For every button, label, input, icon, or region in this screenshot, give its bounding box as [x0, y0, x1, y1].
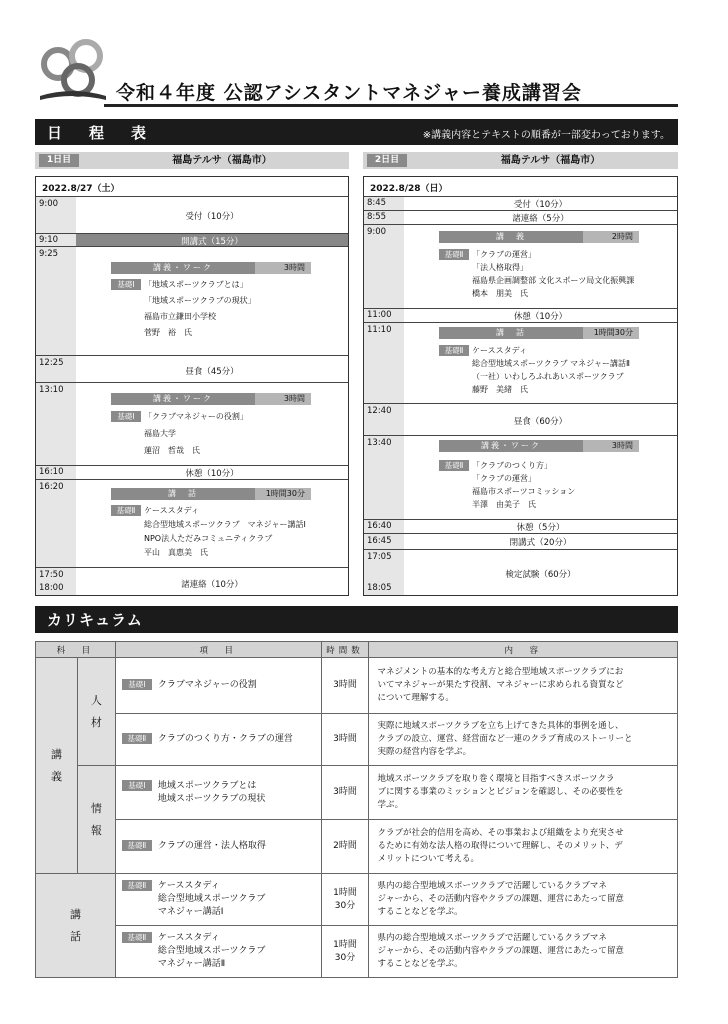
row-time: 13:10 [39, 385, 64, 395]
kiso-badge: 基礎Ⅰ [111, 279, 141, 290]
row-time: 12:25 [39, 358, 64, 368]
session-length: 1時間30分 [265, 489, 305, 498]
row-time: 17:50 [39, 570, 64, 580]
row-time: 12:40 [367, 406, 392, 416]
column-header: 内 容 [369, 642, 678, 658]
session-type: 講 義 [439, 231, 583, 243]
row-time-end: 18:05 [367, 583, 392, 593]
item-cell: 基礎Ⅱ クラブのつくり方・クラブの運営 [115, 714, 321, 766]
row-label: 閉講式（20分） [509, 538, 572, 548]
session-line: NPO法人ただみコミュニティクラブ [144, 534, 273, 543]
session-type: 講義・ワーク [111, 393, 255, 405]
category-lecture: 講 義 [36, 658, 78, 874]
session-line: 「法人格取得」 [472, 263, 528, 272]
session-bar [111, 262, 311, 274]
session-line: 福島市立鎌田小学校 [144, 312, 216, 321]
day2-date: 2022.8/28（日） [370, 184, 448, 194]
schedule-heading-bar [35, 119, 678, 145]
schedule-row [364, 435, 677, 519]
row-time: 9:00 [39, 199, 59, 209]
schedule-row [36, 196, 348, 233]
row-time: 11:00 [367, 310, 392, 320]
column-header: 時間数 [321, 642, 369, 658]
row-time: 16:10 [39, 467, 64, 477]
schedule-heading: 日 程 表 [47, 124, 153, 142]
hours-cell: 2時間 [321, 820, 369, 874]
day1-schedule [35, 176, 349, 596]
page-title: 令和４年度 公認アシスタントマネジャー養成講習会 [116, 82, 582, 104]
kiso-badge: 基礎Ⅰ [111, 411, 141, 422]
kiso-badge: 基礎Ⅱ [122, 932, 152, 943]
day1-header [35, 152, 349, 169]
session-line: 「クラブマネジャーの役割」 [144, 412, 248, 421]
row-label: 休憩（5分） [516, 523, 565, 533]
day2-venue: 福島テルサ（福島市） [500, 155, 601, 166]
session-line: 藤野 美緒 氏 [472, 385, 528, 394]
schedule-row [36, 479, 348, 567]
curriculum-table [35, 641, 678, 978]
item-cell: 基礎Ⅱ ケーススタディ 総合型地域スポーツクラブ マネジャー講話Ⅱ [115, 926, 321, 978]
row-label: 検定試験（60分） [505, 570, 576, 580]
schedule-row [364, 196, 677, 210]
schedule-row [36, 465, 348, 479]
row-label: 休憩（10分） [513, 312, 568, 322]
column-header: 科 目 [36, 642, 116, 658]
row-label: 諸連絡（5分） [512, 214, 569, 224]
kiso-badge: 基礎Ⅱ [122, 840, 152, 851]
session-line: ケーススタディ [144, 506, 199, 515]
description-cell: マネジメントの基本的な考え方と総合型地域スポーツクラブにお いてマネジャーが果たす役割、マネジャーに求められる資質など について理解する。 [369, 658, 678, 714]
table-row [36, 926, 678, 978]
session-bar [111, 393, 311, 405]
session-line: ケーススタディ [472, 346, 527, 355]
schedule-row [364, 224, 677, 308]
session-line: 菅野 裕 氏 [144, 328, 192, 337]
table-row [36, 658, 678, 714]
schedule-row [364, 322, 677, 403]
session-length: 2時間 [611, 232, 633, 241]
day2-label: 2日目 [367, 154, 407, 167]
description-cell: 地域スポーツクラブを取り巻く環境と目指すべきスポーツクラ ブに関する事業のミッションとビジョンを確認し、その必要性を 学ぶ。 [369, 766, 678, 820]
session-line: 半澤 由美子 氏 [472, 500, 536, 509]
day1-venue: 福島テルサ（福島市） [172, 155, 272, 166]
session-length: 1時間30分 [593, 328, 633, 337]
session-length: 3時間 [283, 394, 305, 403]
row-time: 8:45 [367, 198, 387, 208]
row-time: 9:10 [39, 235, 59, 245]
title-underline [104, 104, 678, 107]
row-label: 開講式（15分） [181, 237, 243, 247]
session-line: 平山 真惠美 氏 [144, 548, 208, 557]
session-line: 橋本 朋美 氏 [472, 289, 528, 298]
session-type: 講 話 [111, 488, 255, 500]
description-cell: クラブが社会的信用を高め、その事業および組織をより充実させ るために有効な法人格の取得について理解し、そのメリット、デ メリットについて考える。 [369, 820, 678, 874]
session-line: （一社）いわしろふれあいスポーツクラブ [472, 372, 624, 381]
kiso-badge: 基礎Ⅰ [122, 780, 152, 791]
session-line: 「クラブの運営」 [472, 250, 536, 259]
table-row [36, 820, 678, 874]
row-time: 16:40 [367, 521, 392, 531]
row-label: 受付（10分） [513, 200, 568, 210]
hours-cell: 3時間 [321, 658, 369, 714]
session-bar [439, 440, 639, 452]
session-line: 福島市スポーツコミッション [472, 487, 576, 496]
item-cell: 基礎Ⅰ クラブマネジャーの役割 [115, 658, 321, 714]
column-header: 項 目 [115, 642, 321, 658]
row-label: 昼食（60分） [513, 417, 568, 427]
schedule-row [364, 210, 677, 224]
day2-header [363, 152, 678, 169]
session-bar [439, 231, 639, 243]
item-cell: 基礎Ⅰ 地域スポーツクラブとは 地域スポーツクラブの現状 [115, 766, 321, 820]
session-type: 講義・ワーク [111, 262, 255, 274]
row-time: 17:05 [367, 552, 392, 562]
row-time: 16:45 [367, 536, 392, 546]
hours-cell: 1時間 30分 [321, 926, 369, 978]
schedule-note: ※講義内容とテキストの順番が一部変わっております。 [422, 130, 670, 141]
curriculum-heading: カリキュラム [47, 611, 143, 629]
row-label: 休憩（10分） [185, 469, 239, 479]
session-bar [439, 327, 639, 339]
item-cell: 基礎Ⅱ ケーススタディ 総合型地域スポーツクラブ マネジャー講話Ⅰ [115, 874, 321, 926]
schedule-row [364, 519, 677, 533]
row-time: 16:20 [39, 482, 64, 492]
schedule-row [36, 246, 348, 355]
schedule-row [364, 533, 677, 549]
hours-cell: 3時間 [321, 714, 369, 766]
session-line: 総合型地域スポーツクラブ マネジャー講話Ⅱ [472, 359, 630, 368]
row-time: 9:25 [39, 249, 59, 259]
table-row [36, 874, 678, 926]
day2-schedule [363, 176, 678, 596]
kiso-badge: 基礎Ⅱ [122, 880, 152, 891]
session-type: 講 話 [439, 327, 583, 339]
session-line: 「地域スポーツクラブとは」 [144, 280, 248, 289]
table-header-row [36, 642, 678, 658]
schedule-row [364, 549, 677, 595]
session-length: 3時間 [283, 263, 305, 272]
curriculum-heading-bar [35, 606, 678, 633]
kiso-badge: 基礎Ⅱ [122, 733, 152, 744]
table-row [36, 766, 678, 820]
kiso-badge: 基礎Ⅱ [439, 249, 469, 260]
day1-label: 1日目 [39, 154, 79, 167]
kiso-badge: 基礎Ⅰ [122, 679, 152, 690]
row-label: 昼食（45分） [185, 367, 239, 377]
organization-logo-icon [36, 36, 108, 102]
session-length: 3時間 [611, 441, 633, 450]
session-line: 総合型地域スポーツクラブ マネジャー講話Ⅰ [144, 520, 306, 529]
session-line: 「地域スポーツクラブの現状」 [144, 296, 256, 305]
description-cell: 県内の総合型地域スポーツクラブで活躍しているクラブマネ ジャーから、その活動内容やクラブの課題、運営にあたって留意 することなどを学ぶ。 [369, 874, 678, 926]
schedule-row [36, 355, 348, 382]
item-cell: 基礎Ⅱ クラブの運営・法人格取得 [115, 820, 321, 874]
session-line: 福島大学 [144, 429, 176, 438]
schedule-row [36, 382, 348, 465]
row-label: 受付（10分） [185, 212, 239, 222]
schedule-row [36, 567, 348, 595]
session-line: 福島県企画調整部 文化スポーツ局文化振興課 [472, 276, 635, 285]
row-time: 11:10 [367, 325, 392, 335]
session-line: 蓮沼 哲哉 氏 [144, 446, 200, 455]
row-time-end: 18:00 [39, 583, 64, 593]
row-label: 諸連絡（10分） [181, 580, 243, 590]
kiso-badge: 基礎Ⅱ [439, 460, 469, 471]
hours-cell: 3時間 [321, 766, 369, 820]
subcategory-jinzai: 人 材 [77, 658, 115, 766]
session-bar [111, 488, 311, 500]
kiso-badge: 基礎Ⅱ [111, 505, 141, 516]
description-cell: 県内の総合型地域スポーツクラブで活躍しているクラブマネ ジャーから、その活動内容やクラブの課題、運営にあたって留意 することなどを学ぶ。 [369, 926, 678, 978]
subcategory-joho: 情 報 [77, 766, 115, 874]
row-time: 9:00 [367, 227, 387, 237]
schedule-row [36, 233, 348, 246]
table-row [36, 714, 678, 766]
schedule-row [364, 403, 677, 435]
session-type: 講義・ワーク [439, 440, 583, 452]
description-cell: 実際に地域スポーツクラブを立ち上げてきた具体的事例を通し、 クラブの設立、運営、経営面など一連のクラブ育成のストーリーと 実際の経営内容を学ぶ。 [369, 714, 678, 766]
row-time: 13:40 [367, 438, 392, 448]
schedule-row [364, 308, 677, 322]
session-line: 「クラブの運営」 [472, 474, 536, 483]
category-talk: 講 話 [36, 874, 116, 978]
row-time: 8:55 [367, 212, 387, 222]
hours-cell: 1時間 30分 [321, 874, 369, 926]
session-line: 「クラブのつくり方」 [472, 461, 552, 470]
kiso-badge: 基礎Ⅱ [439, 345, 469, 356]
day1-date: 2022.8/27（土） [42, 184, 120, 194]
